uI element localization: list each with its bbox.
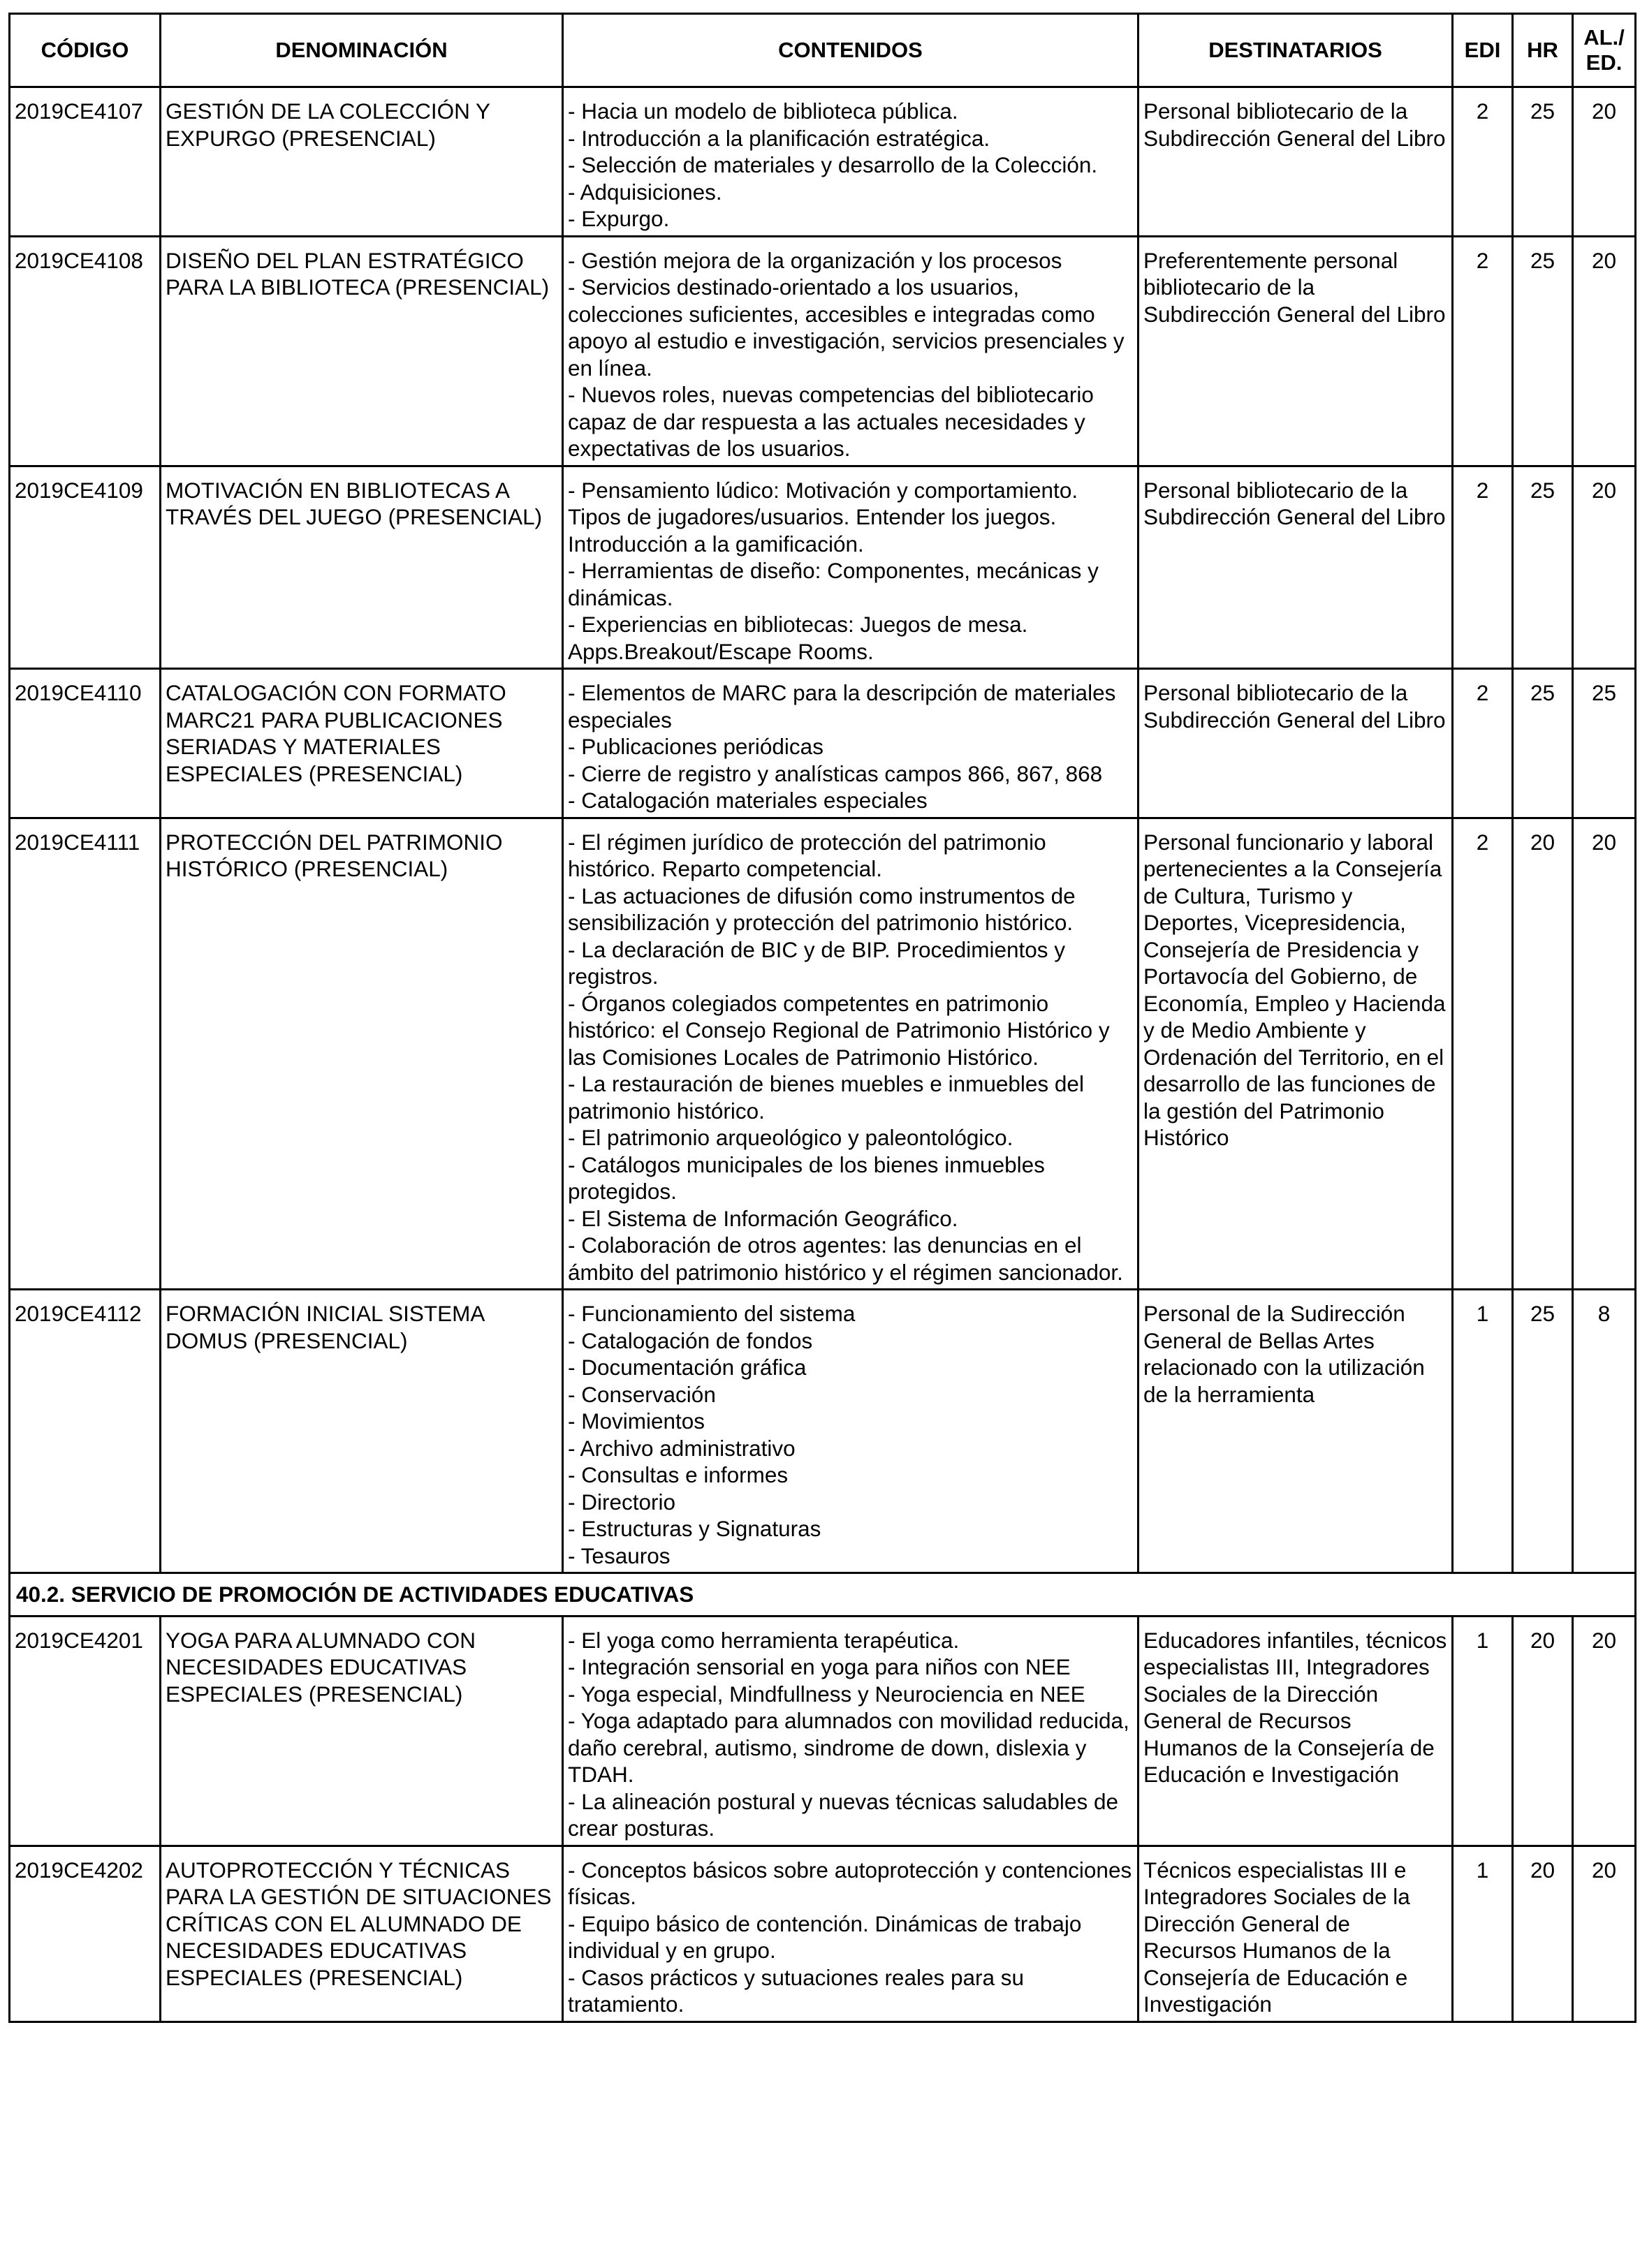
destinatarios-cell: Personal bibliotecario de la Subdirección General del Libro <box>1139 87 1453 237</box>
table-body <box>10 87 1636 2022</box>
header-edi: EDI <box>1453 14 1513 87</box>
hr-cell: 20 <box>1513 1846 1573 2022</box>
destinatarios-cell: Técnicos especialistas III e Integradores Sociales de la Dirección General de Recursos Humanos de la Consejería de Educación e Investigación <box>1139 1846 1453 2022</box>
content-line: - Funcionamiento del sistema <box>568 1301 856 1326</box>
destinatarios-cell: Personal bibliotecario de la Subdirección General del Libro <box>1139 466 1453 669</box>
hr-cell: 20 <box>1513 1616 1573 1846</box>
hr-cell: 25 <box>1513 1290 1573 1573</box>
edi-cell: 2 <box>1453 466 1513 669</box>
contenidos-cell <box>563 818 1139 1290</box>
content-line: - Conceptos básicos sobre autoprotección y contenciones físicas. <box>568 1857 1132 1909</box>
content-line: - Gestión mejora de la organización y los procesos <box>568 247 1062 273</box>
edi-cell: 1 <box>1453 1290 1513 1573</box>
denominacion-cell: YOGA PARA ALUMNADO CON NECESIDADES EDUCATIVAS ESPECIALES (PRESENCIAL) <box>161 1616 563 1846</box>
content-line: - La alineación postural y nuevas técnicas saludables de crear posturas. <box>568 1788 1118 1841</box>
codigo-cell: 2019CE4111 <box>10 818 161 1290</box>
content-line: - El yoga como herramienta terapéutica. <box>568 1627 960 1653</box>
content-line: - Conservación <box>568 1381 716 1407</box>
content-line: - Servicios destinado-orientado a los usuarios, colecciones suficientes, accesibles e integradas como apoyo al estudio e investigación, servicios presenciales y en línea. <box>568 274 1125 381</box>
table-row <box>10 1290 1636 1573</box>
codigo-cell: 2019CE4110 <box>10 669 161 818</box>
contenidos-cell <box>563 466 1139 669</box>
content-line: - Pensamiento lúdico: Motivación y comportamiento. Tipos de jugadores/usuarios. Entender los juegos. Introducción a la gamificación. <box>568 477 1078 557</box>
hr-cell: 25 <box>1513 236 1573 466</box>
content-line: - Tesauros <box>568 1542 671 1568</box>
content-line: - Casos prácticos y sutuaciones reales para su tratamiento. <box>568 1964 1025 2017</box>
content-line: - Introducción a la planificación estratégica. <box>568 125 990 151</box>
hr-cell: 25 <box>1513 466 1573 669</box>
content-line: - Catalogación de fondos <box>568 1327 813 1353</box>
content-line: - Estructuras y Signaturas <box>568 1516 821 1541</box>
codigo-cell: 2019CE4201 <box>10 1616 161 1846</box>
denominacion-cell: DISEÑO DEL PLAN ESTRATÉGICO PARA LA BIBLIOTECA (PRESENCIAL) <box>161 236 563 466</box>
content-line: - Yoga especial, Mindfullness y Neurociencia en NEE <box>568 1681 1085 1707</box>
content-line: - El régimen jurídico de protección del patrimonio histórico. Reparto competencial. <box>568 829 1046 881</box>
contenidos-cell <box>563 1290 1139 1573</box>
content-line: - Experiencias en bibliotecas: Juegos de mesa. Apps.Breakout/Escape Rooms. <box>568 612 1028 664</box>
al-ed-cell: 20 <box>1573 236 1636 466</box>
content-line: - Las actuaciones de difusión como instrumentos de sensibilización y protección del patrimonio histórico. <box>568 883 1076 935</box>
table-row <box>10 236 1636 466</box>
denominacion-cell: MOTIVACIÓN EN BIBLIOTECAS A TRAVÉS DEL JUEGO (PRESENCIAL) <box>161 466 563 669</box>
hr-cell: 25 <box>1513 87 1573 237</box>
courses-table <box>8 13 1637 2023</box>
codigo-cell: 2019CE4108 <box>10 236 161 466</box>
al-ed-cell: 20 <box>1573 466 1636 669</box>
content-line: - La restauración de bienes muebles e inmuebles del patrimonio histórico. <box>568 1071 1084 1124</box>
content-line: - Órganos colegiados competentes en patrimonio histórico: el Consejo Regional de Patrimonio Histórico y las Comisiones Locales de Patrimonio Histórico. <box>568 990 1110 1070</box>
content-line: - Selección de materiales y desarrollo de la Colección. <box>568 152 1098 177</box>
contenidos-cell <box>563 669 1139 818</box>
content-line: - Catálogos municipales de los bienes inmuebles protegidos. <box>568 1151 1045 1204</box>
content-line: - El Sistema de Información Geográfico. <box>568 1205 958 1231</box>
content-line: - Herramientas de diseño: Componentes, mecánicas y dinámicas. <box>568 558 1099 610</box>
edi-cell: 1 <box>1453 1616 1513 1846</box>
header-row <box>10 14 1636 87</box>
contenidos-cell <box>563 1846 1139 2022</box>
al-ed-cell: 8 <box>1573 1290 1636 1573</box>
content-line: - Nuevos roles, nuevas competencias del bibliotecario capaz de dar respuesta a las actuales necesidades y expectativas de los usuarios. <box>568 382 1094 461</box>
destinatarios-cell: Personal bibliotecario de la Subdirección General del Libro <box>1139 669 1453 818</box>
content-line: - Integración sensorial en yoga para niños con NEE <box>568 1654 1071 1679</box>
denominacion-cell: AUTOPROTECCIÓN Y TÉCNICAS PARA LA GESTIÓN DE SITUACIONES CRÍTICAS CON EL ALUMNADO DE NECESIDADES EDUCATIVAS ESPECIALES (PRESENCIAL) <box>161 1846 563 2022</box>
edi-cell: 2 <box>1453 818 1513 1290</box>
header-contenidos: CONTENIDOS <box>563 14 1139 87</box>
section-row <box>10 1573 1636 1617</box>
denominacion-cell: GESTIÓN DE LA COLECCIÓN Y EXPURGO (PRESENCIAL) <box>161 87 563 237</box>
content-line: - Consultas e informes <box>568 1462 789 1487</box>
al-ed-cell: 20 <box>1573 1616 1636 1846</box>
codigo-cell: 2019CE4109 <box>10 466 161 669</box>
content-line: - Cierre de registro y analísticas campos 866, 867, 868 <box>568 760 1103 786</box>
content-line: - Documentación gráfica <box>568 1355 807 1380</box>
header-al-ed: AL./ ED. <box>1573 14 1636 87</box>
denominacion-cell: FORMACIÓN INICIAL SISTEMA DOMUS (PRESENCIAL) <box>161 1290 563 1573</box>
content-line: - Movimientos <box>568 1408 705 1434</box>
content-line: - Catalogación materiales especiales <box>568 788 928 813</box>
edi-cell: 1 <box>1453 1846 1513 2022</box>
content-line: - Directorio <box>568 1489 676 1515</box>
destinatarios-cell: Educadores infantiles, técnicos especialistas III, Integradores Sociales de la Dirección General de Recursos Humanos de la Consejería de Educación e Investigación <box>1139 1616 1453 1846</box>
contenidos-cell <box>563 1616 1139 1846</box>
denominacion-cell: CATALOGACIÓN CON FORMATO MARC21 PARA PUBLICACIONES SERIADAS Y MATERIALES ESPECIALES (PRESENCIAL) <box>161 669 563 818</box>
hr-cell: 20 <box>1513 818 1573 1290</box>
content-line: - Publicaciones periódicas <box>568 734 823 759</box>
edi-cell: 2 <box>1453 236 1513 466</box>
destinatarios-cell: Personal de la Sudirección General de Bellas Artes relacionado con la utilización de la herramienta <box>1139 1290 1453 1573</box>
al-ed-cell: 25 <box>1573 669 1636 818</box>
content-line: - Hacia un modelo de biblioteca pública. <box>568 98 958 124</box>
table-row <box>10 1616 1636 1846</box>
content-line: - Expurgo. <box>568 206 670 231</box>
content-line: - Colaboración de otros agentes: las denuncias en el ámbito del patrimonio histórico y el régimen sancionador. <box>568 1232 1123 1285</box>
codigo-cell: 2019CE4112 <box>10 1290 161 1573</box>
content-line: - Elementos de MARC para la descripción de materiales especiales <box>568 680 1116 732</box>
content-line: - La declaración de BIC y de BIP. Procedimientos y registros. <box>568 936 1066 989</box>
content-line: - Yoga adaptado para alumnados con movilidad reducida, daño cerebral, autismo, sindrome de down, dislexia y TDAH. <box>568 1708 1129 1787</box>
hr-cell: 25 <box>1513 669 1573 818</box>
al-ed-cell: 20 <box>1573 87 1636 237</box>
contenidos-cell <box>563 87 1139 237</box>
header-hr: HR <box>1513 14 1573 87</box>
contenidos-cell <box>563 236 1139 466</box>
header-denominacion: DENOMINACIÓN <box>161 14 563 87</box>
content-line: - El patrimonio arqueológico y paleontológico. <box>568 1125 1013 1150</box>
al-ed-cell: 20 <box>1573 818 1636 1290</box>
header-codigo: CÓDIGO <box>10 14 161 87</box>
codigo-cell: 2019CE4107 <box>10 87 161 237</box>
denominacion-cell: PROTECCIÓN DEL PATRIMONIO HISTÓRICO (PRESENCIAL) <box>161 818 563 1290</box>
table-row <box>10 1846 1636 2022</box>
al-ed-cell: 20 <box>1573 1846 1636 2022</box>
destinatarios-cell: Preferentemente personal bibliotecario de la Subdirección General del Libro <box>1139 236 1453 466</box>
header-destinatarios: DESTINATARIOS <box>1139 14 1453 87</box>
edi-cell: 2 <box>1453 87 1513 237</box>
content-line: - Adquisiciones. <box>568 179 722 205</box>
table-row <box>10 818 1636 1290</box>
edi-cell: 2 <box>1453 669 1513 818</box>
codigo-cell: 2019CE4202 <box>10 1846 161 2022</box>
content-line: - Equipo básico de contención. Dinámicas de trabajo individual y en grupo. <box>568 1910 1082 1963</box>
content-line: - Archivo administrativo <box>568 1435 796 1461</box>
table-row <box>10 87 1636 237</box>
section-title: 40.2. SERVICIO DE PROMOCIÓN DE ACTIVIDADES EDUCATIVAS <box>10 1573 1636 1617</box>
destinatarios-cell: Personal funcionario y laboral pertenecientes a la Consejería de Cultura, Turismo y Deportes, Vicepresidencia, Consejería de Presidencia y Portavocía del Gobierno, de Economía, Empleo y Hacienda y de Medio Ambiente y Ordenación del Territorio, en el desarrollo de las funciones de la gestión del Patrimonio Histórico <box>1139 818 1453 1290</box>
table-row <box>10 669 1636 818</box>
table-row <box>10 466 1636 669</box>
